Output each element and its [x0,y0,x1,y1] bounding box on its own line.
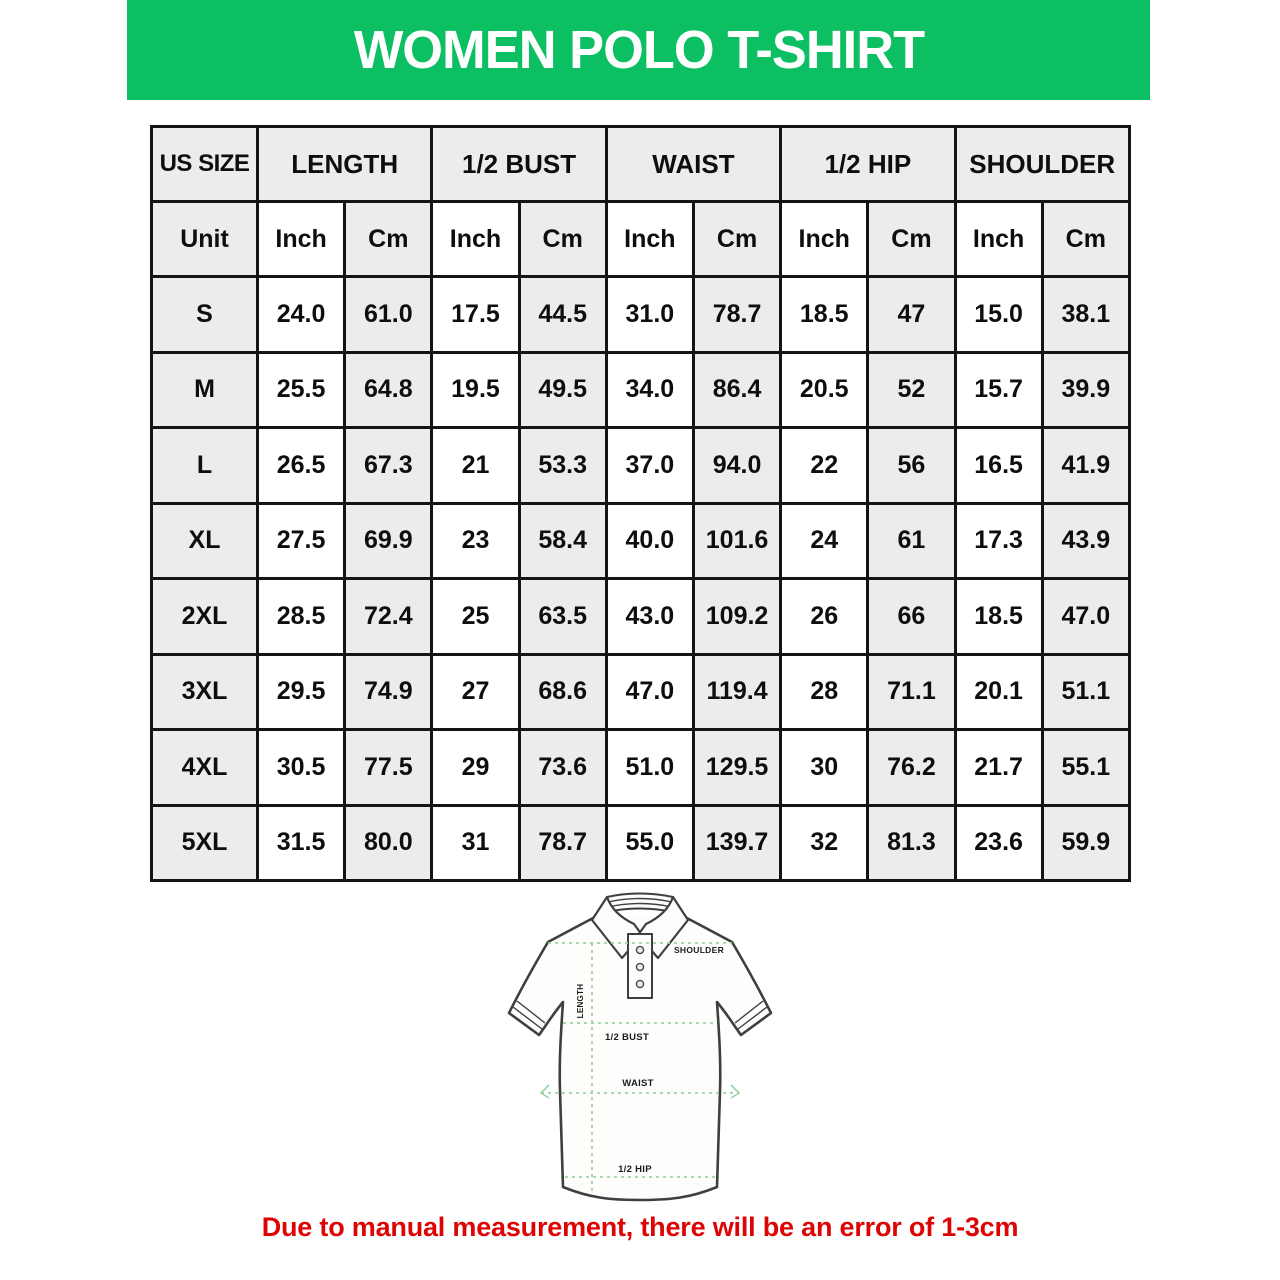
size-cell: M [152,352,258,428]
inch-value-cell: 47.0 [606,654,693,730]
inch-header-cell: Inch [432,202,519,277]
cm-header-cell: Cm [693,202,780,277]
inch-value-cell: 28.5 [258,579,345,655]
size-cell: 3XL [152,654,258,730]
inch-value-cell: 26.5 [258,428,345,504]
inch-value-cell: 29 [432,730,519,806]
page-title: WOMEN POLO T-SHIRT [353,20,924,80]
cm-value-cell: 78.7 [693,277,780,353]
inch-value-cell: 25 [432,579,519,655]
shoulder-label: SHOULDER [673,945,725,955]
inch-value-cell: 24 [781,503,868,579]
inch-value-cell: 21.7 [955,730,1042,806]
inch-value-cell: 27 [432,654,519,730]
inch-value-cell: 17.5 [432,277,519,353]
cm-value-cell: 109.2 [693,579,780,655]
group-header-half-hip: 1/2 HIP [781,127,955,202]
cm-value-cell: 73.6 [519,730,606,806]
inch-value-cell: 23.6 [955,805,1042,881]
inch-value-cell: 30.5 [258,730,345,806]
collar-band [607,894,673,913]
inch-value-cell: 28 [781,654,868,730]
cm-header-cell: Cm [345,202,432,277]
inch-value-cell: 37.0 [606,428,693,504]
group-header-shoulder: SHOULDER [955,127,1129,202]
cm-value-cell: 56 [868,428,955,504]
cm-value-cell: 41.9 [1042,428,1129,504]
inch-value-cell: 18.5 [781,277,868,353]
inch-value-cell: 22 [781,428,868,504]
size-cell: 4XL [152,730,258,806]
table-row [152,730,1130,806]
inch-header-cell: Inch [606,202,693,277]
inch-value-cell: 15.7 [955,352,1042,428]
inch-header-cell: Inch [258,202,345,277]
corner-header-cell: US SIZE [152,127,258,202]
cm-value-cell: 71.1 [868,654,955,730]
inch-value-cell: 32 [781,805,868,881]
cm-value-cell: 51.1 [1042,654,1129,730]
inch-value-cell: 16.5 [955,428,1042,504]
unit-row [152,202,1130,277]
inch-value-cell: 31.0 [606,277,693,353]
size-cell: L [152,428,258,504]
cm-value-cell: 58.4 [519,503,606,579]
inch-value-cell: 24.0 [258,277,345,353]
cm-value-cell: 43.9 [1042,503,1129,579]
button [636,980,643,987]
unit-label-cell: Unit [152,202,258,277]
cm-value-cell: 47 [868,277,955,353]
cm-value-cell: 59.9 [1042,805,1129,881]
cm-value-cell: 76.2 [868,730,955,806]
inch-value-cell: 40.0 [606,503,693,579]
cm-value-cell: 74.9 [345,654,432,730]
inch-value-cell: 55.0 [606,805,693,881]
length-label: LENGTH [576,983,585,1019]
inch-value-cell: 51.0 [606,730,693,806]
cm-value-cell: 81.3 [868,805,955,881]
inch-value-cell: 30 [781,730,868,806]
cm-value-cell: 78.7 [519,805,606,881]
size-table [150,125,1131,882]
size-cell: XL [152,503,258,579]
cm-value-cell: 61 [868,503,955,579]
title-banner [127,0,1150,100]
table-row [152,805,1130,881]
cm-header-cell: Cm [519,202,606,277]
inch-value-cell: 20.1 [955,654,1042,730]
inch-value-cell: 27.5 [258,503,345,579]
table-row [152,579,1130,655]
cm-value-cell: 38.1 [1042,277,1129,353]
group-header-waist: WAIST [606,127,780,202]
table-row [152,428,1130,504]
inch-header-cell: Inch [955,202,1042,277]
table-row [152,654,1130,730]
inch-value-cell: 31.5 [258,805,345,881]
cm-value-cell: 72.4 [345,579,432,655]
polo-shirt-diagram [495,886,785,1208]
size-table-body [152,277,1130,881]
cm-value-cell: 55.1 [1042,730,1129,806]
waist-right-arrow [731,1085,739,1098]
inch-value-cell: 29.5 [258,654,345,730]
cm-value-cell: 129.5 [693,730,780,806]
cm-value-cell: 86.4 [693,352,780,428]
table-row [152,277,1130,353]
cm-value-cell: 94.0 [693,428,780,504]
button [636,963,643,970]
cm-value-cell: 49.5 [519,352,606,428]
inch-value-cell: 15.0 [955,277,1042,353]
inch-value-cell: 17.3 [955,503,1042,579]
cm-value-cell: 68.6 [519,654,606,730]
cm-value-cell: 66 [868,579,955,655]
cm-value-cell: 44.5 [519,277,606,353]
inch-value-cell: 31 [432,805,519,881]
polo-shirt-svg [495,886,785,1208]
size-cell: 2XL [152,579,258,655]
waist-label: WAIST [622,1078,654,1089]
cm-value-cell: 53.3 [519,428,606,504]
cm-value-cell: 63.5 [519,579,606,655]
inch-value-cell: 21 [432,428,519,504]
bust-label: 1/2 BUST [604,1032,650,1043]
group-header-row [152,127,1130,202]
cm-value-cell: 47.0 [1042,579,1129,655]
button [636,946,643,953]
inch-value-cell: 18.5 [955,579,1042,655]
cm-header-cell: Cm [1042,202,1129,277]
cm-value-cell: 77.5 [345,730,432,806]
hip-label: 1/2 HIP [618,1164,652,1175]
size-cell: 5XL [152,805,258,881]
cm-header-cell: Cm [868,202,955,277]
inch-value-cell: 23 [432,503,519,579]
table-row [152,352,1130,428]
cm-value-cell: 61.0 [345,277,432,353]
cm-value-cell: 39.9 [1042,352,1129,428]
inch-value-cell: 19.5 [432,352,519,428]
group-header-length: LENGTH [258,127,432,202]
cm-value-cell: 52 [868,352,955,428]
cm-value-cell: 64.8 [345,352,432,428]
inch-value-cell: 25.5 [258,352,345,428]
cm-value-cell: 139.7 [693,805,780,881]
size-cell: S [152,277,258,353]
cm-value-cell: 80.0 [345,805,432,881]
inch-value-cell: 26 [781,579,868,655]
cm-value-cell: 119.4 [693,654,780,730]
cm-value-cell: 69.9 [345,503,432,579]
inch-value-cell: 20.5 [781,352,868,428]
inch-value-cell: 34.0 [606,352,693,428]
cm-value-cell: 67.3 [345,428,432,504]
cm-value-cell: 101.6 [693,503,780,579]
table-row [152,503,1130,579]
waist-left-arrow [541,1085,549,1098]
measurement-note: Due to manual measurement, there will be an error of 1-3cm [261,1212,1019,1242]
inch-value-cell: 43.0 [606,579,693,655]
group-header-half-bust: 1/2 BUST [432,127,606,202]
inch-header-cell: Inch [781,202,868,277]
